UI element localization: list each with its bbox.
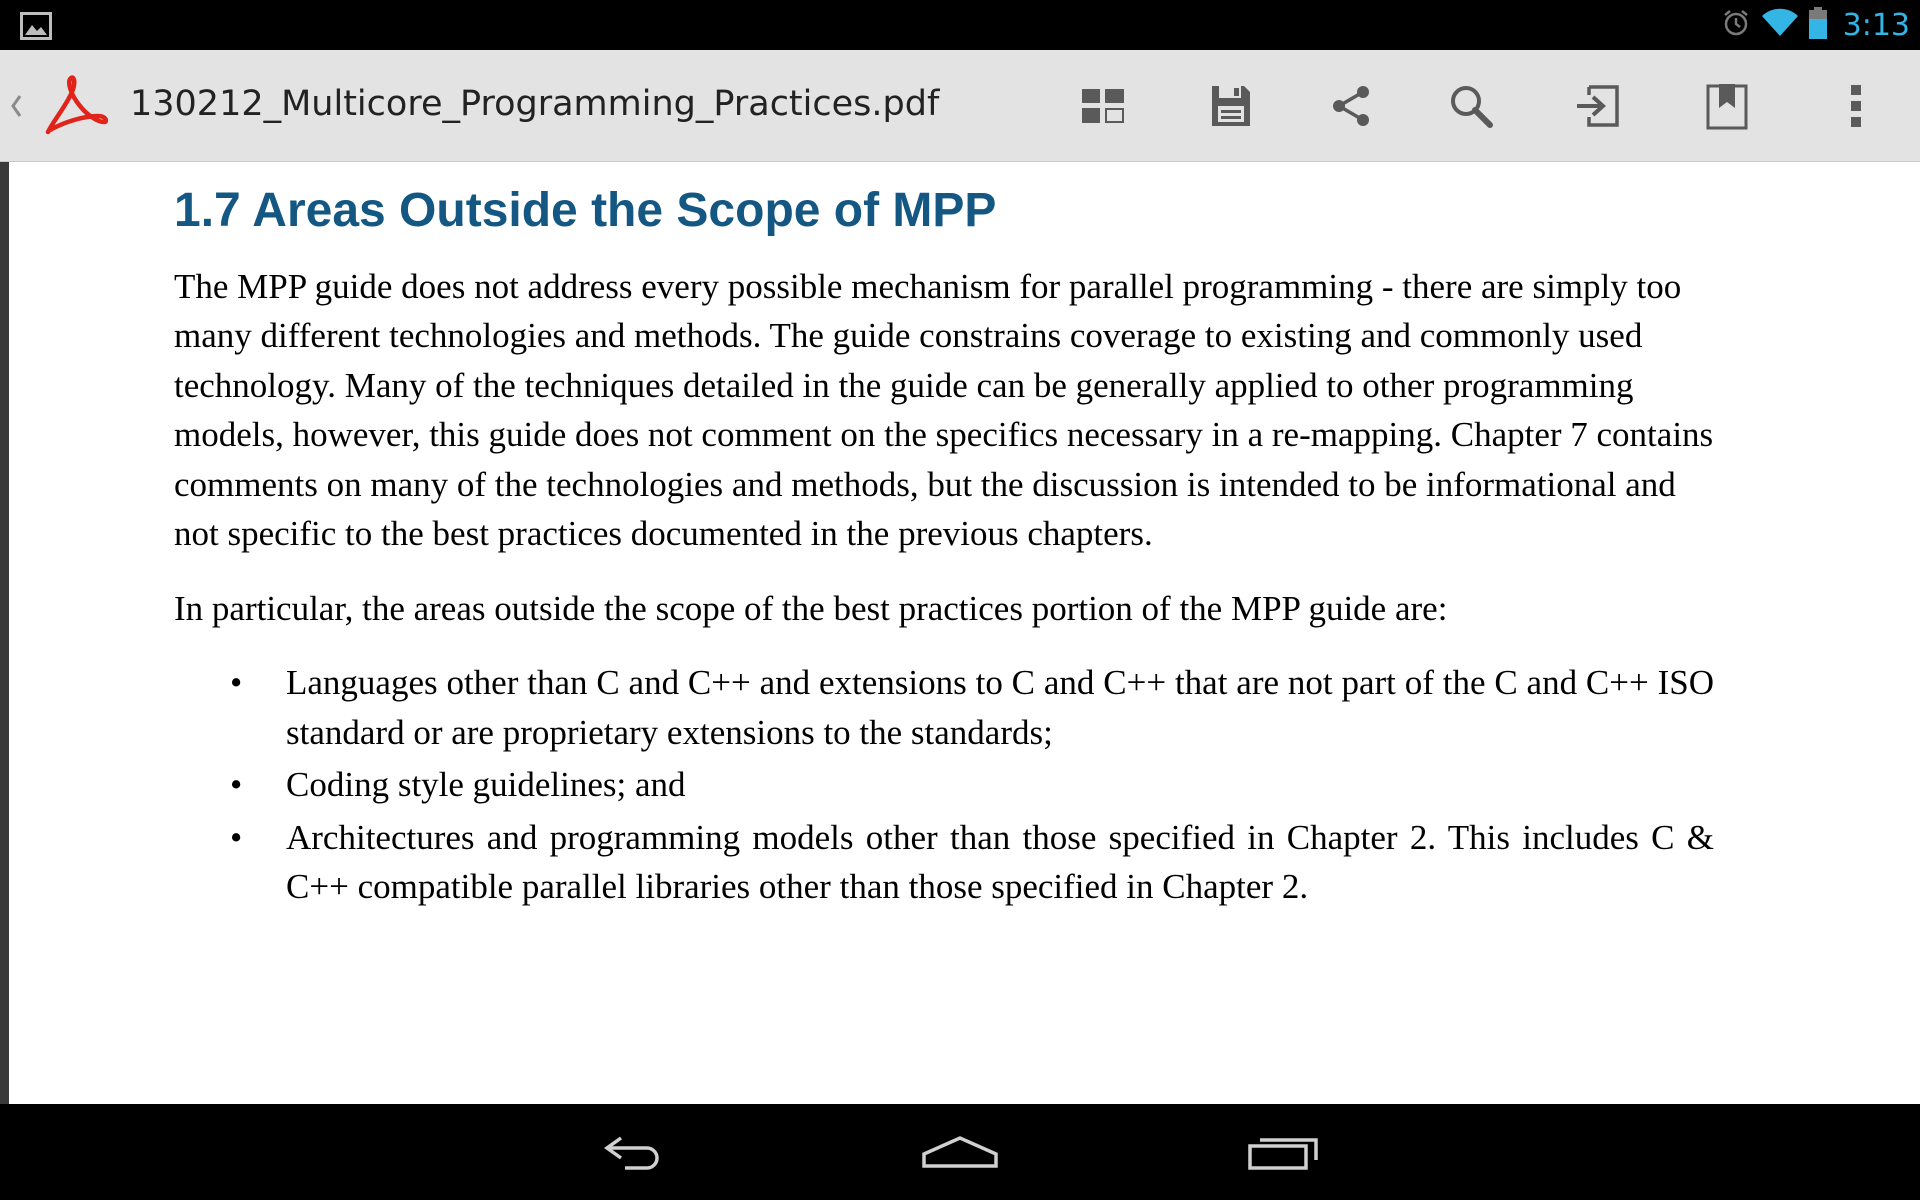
action-bar (0, 50, 1920, 162)
save-icon[interactable] (1197, 72, 1265, 140)
recent-apps-icon[interactable] (1236, 1124, 1332, 1180)
list-item-text: Coding style guidelines; and (286, 765, 686, 805)
picture-notification-icon (20, 12, 52, 40)
status-icons (1721, 6, 1910, 44)
back-icon[interactable] (588, 1124, 684, 1180)
share-icon[interactable] (1317, 72, 1385, 140)
up-navigation-caret-icon[interactable] (8, 88, 24, 124)
scope-bullet-list (174, 658, 1714, 912)
list-item (174, 658, 1714, 757)
list-item-text: Languages other than C and C++ and extensions to C and C++ that are not part of the C and C++ ISO standard or are proprietary extensions to the standards; (286, 663, 1714, 752)
bullet-icon: • (230, 817, 243, 857)
acrobat-logo-icon[interactable] (40, 72, 108, 140)
search-icon[interactable] (1437, 72, 1505, 140)
bookmark-icon[interactable] (1693, 72, 1761, 140)
thumbnails-icon[interactable] (1069, 72, 1137, 140)
home-icon[interactable] (912, 1124, 1008, 1180)
paragraph-intro: The MPP guide does not address every possible mechanism for parallel programming - there are simply too many different technologies and methods. The guide constrains coverage to existing and commonly used technology. Many of the techniques detailed in the guide can be generally applied to other programming models, however, this guide does not comment on the specifics necessary in a re-mapping. Chapter 7 contains comments on many of the technologies and methods, but the discussion is intended to be informational and not specific to the best practices documented in the previous chapters. (174, 266, 1714, 554)
list-item (174, 760, 1714, 810)
document-title: 130212_Multicore_Programming_Practices.pdf (130, 84, 940, 124)
wifi-icon (1761, 8, 1799, 43)
status-time: 3:13 (1842, 7, 1910, 43)
page-left-edge (0, 162, 9, 1104)
status-bar (0, 0, 1920, 50)
alarm-icon (1721, 8, 1751, 43)
export-icon[interactable] (1564, 72, 1632, 140)
bullet-icon: • (230, 663, 243, 703)
list-item-text: Architectures and programming models other than those specified in Chapter 2. This includes C & C++ compatible parallel libraries other than those specified in Chapter 2. (286, 817, 1714, 907)
document-viewport[interactable] (0, 162, 1920, 1104)
list-item (174, 813, 1714, 912)
navigation-bar (0, 1104, 1920, 1200)
battery-icon (1809, 7, 1827, 44)
section-heading: 1.7 Areas Outside the Scope of MPP (174, 184, 997, 237)
overflow-menu-icon[interactable] (1822, 72, 1890, 140)
bullet-icon: • (230, 765, 243, 805)
paragraph-scope-list-intro: In particular, the areas outside the scope of the best practices portion of the MPP guide are: (174, 588, 1448, 628)
page-content (174, 182, 1714, 915)
